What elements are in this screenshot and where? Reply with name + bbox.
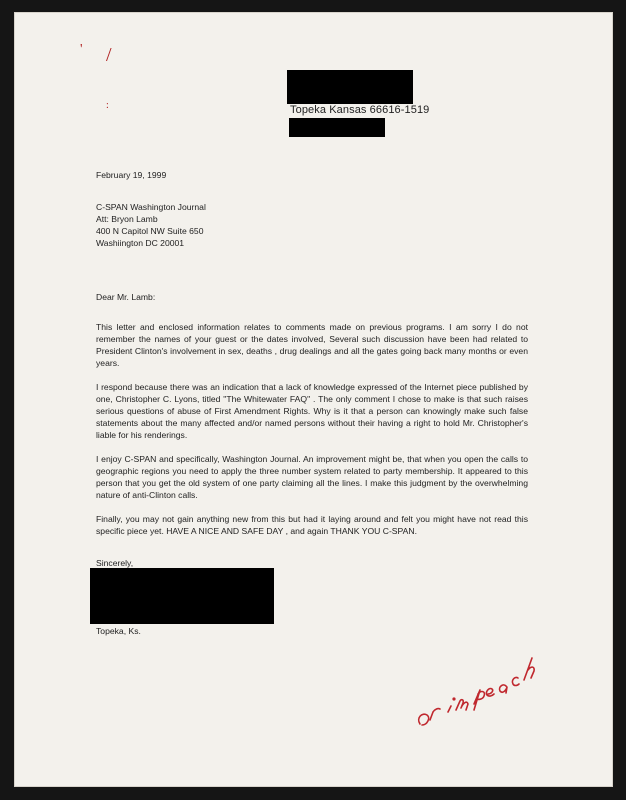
salutation: Dear Mr. Lamb: xyxy=(96,292,156,302)
recipient-line: Washiington DC 20001 xyxy=(96,238,185,248)
handwritten-annotation xyxy=(414,640,574,740)
handwriting-strokes xyxy=(419,658,534,725)
annotation-text: or impeach xyxy=(414,640,419,641)
sender-address: Topeka Kansas 66616-1519 xyxy=(290,104,430,116)
closing: Sincerely, xyxy=(96,558,134,568)
margin-exclamation-icon: / xyxy=(106,44,112,66)
body-paragraph: I enjoy C-SPAN and specifically, Washington Journal. An improvement might be, that when you open the calls to geographic regions you need to apply the three number system related to party membership. It appeared to this person that you get the old system of one party claiming all the lines. I make this judgment by the overwhelming nature of anti-Clinton calls. xyxy=(96,454,528,500)
recipient-address xyxy=(96,201,206,249)
recipient-line: Att: Bryon Lamb xyxy=(96,214,158,224)
redacted-sender-name xyxy=(287,70,413,104)
body-paragraph: This letter and enclosed information relates to comments made on previous programs. I am sorry I do not remember the names of your guest or the dates involved, Several such discussion have been had related to President Clinton's involvement in sex, deaths , drug dealings and all the gates going back many months or even years. xyxy=(96,322,528,368)
signer-city: Topeka, Ks. xyxy=(96,626,141,636)
redacted-sender-phone xyxy=(289,118,385,137)
recipient-line: 400 N Capitol NW Suite 650 xyxy=(96,226,204,236)
redacted-signature xyxy=(90,568,274,624)
letter-body xyxy=(96,321,528,549)
letter-page xyxy=(14,12,613,787)
letter-date: February 19, 1999 xyxy=(96,170,167,180)
body-paragraph: I respond because there was an indication that a lack of knowledge expressed of the Internet piece published by one, Christopher C. Lyons, titled "The Whitewater FAQ" . The only comment I chose to make is that such raises serious questions of abuse of First Amendment Rights. Why is it that a person can knowingly make such false statements about the many affected and/or named persons without their having a right to hold Mr. Christopher's liable for his renderings. xyxy=(96,382,528,440)
recipient-line: C-SPAN Washington Journal xyxy=(96,202,206,212)
margin-mark-icon: ' xyxy=(80,42,83,57)
body-paragraph: Finally, you may not gain anything new from this but had it laying around and felt you might have not read this specific piece yet. HAVE A NICE AND SAFE DAY , and again THANK YOU C-SPAN. xyxy=(96,514,528,536)
margin-dot-icon: : xyxy=(106,100,109,111)
